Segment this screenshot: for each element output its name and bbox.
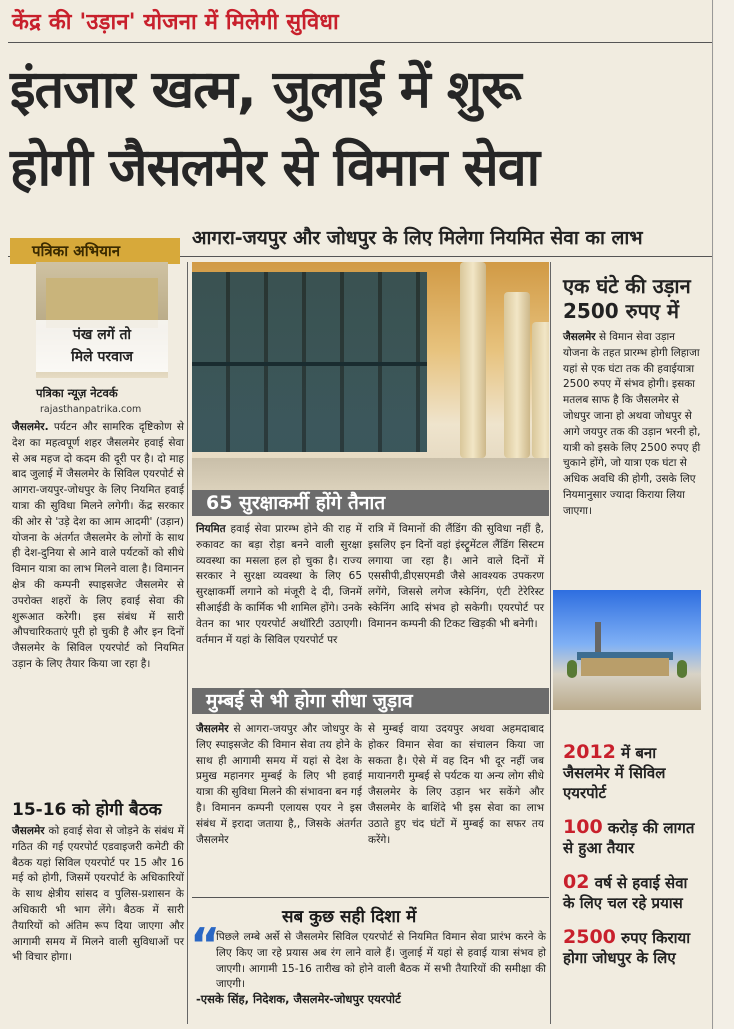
fare-sidebar bbox=[553, 262, 701, 520]
dateline-2: जैसलमेर bbox=[12, 825, 45, 837]
campaign-label: पत्रिका अभियान bbox=[10, 238, 180, 264]
headline-line-2: होगी जैसलमेर से विमान सेवा bbox=[10, 138, 540, 198]
facts-list bbox=[563, 742, 701, 968]
panel-caption bbox=[36, 320, 168, 372]
security-col-b-text: रात्रि में विमानों की लैंडिंग की सुविधा नहीं है, इसलिए इन दिनों वहां इंस्ट्रूमेंटल लैंडिंग सिस्टम लगाया जा रहा है। आने वाले दिनों में एससीपी,डीएसएमडी जैसे आवश्यक उपकरण लगेंगे, जिससे लगेज स्केनिंग, एंटी टेरेरिस्ट स्केनिंग आदि संभव हो सकेगी। एयरपोर्ट पर विमानन कम्पनी की टिकट खिड़की भी बनेगी। bbox=[368, 523, 544, 630]
mumbai-col-a bbox=[196, 722, 362, 848]
fare-text: से विमान सेवा उड़ान योजना के तहत प्रारम्भ होगी लिहाजा यहां से एक घंटा तक की हवाईयात्रा 2500 रुपए में संभव होगी। इसका मतलब साफ है कि जैसलमेर से जोधपुर जाना हो अथवा जोधपुर से आगे जयपुर तक की उड़ान भरनी हो, यात्री को इसके लिए 2500 रुपए ही चुकाने होंगे, जो यात्रा एक घंटा से अधिक अवधि की होगी, उसके लिए नियमानुसार ज्यादा किराया लिया जाएगा। bbox=[563, 331, 701, 517]
mumbai-col-b-text: से मुम्बई वाया उदयपुर अथवा अहमदाबाद होकर विमान सेवा का संचालन किया जा सकता है। ऐसे में वह दिन भी दूर नहीं जब मायानगरी मुम्बई से पर्यटक या अन्य लोग सीधे जैसलमेर के लिए उड़ान भर सकेंगे और जैसलमेर के बाशिंदे भी इस सेवा का लाभ उठाते हुए चंद घंटों में मुम्बई का सफर तय करेंगे। bbox=[368, 723, 544, 846]
top-rule bbox=[8, 42, 712, 43]
column-1-body-2 bbox=[12, 824, 184, 966]
quote-rule bbox=[192, 897, 549, 898]
fact-number: 02 bbox=[563, 871, 590, 893]
kicker-headline: केंद्र की 'उड़ान' योजना में मिलेगी सुविधा bbox=[12, 10, 339, 35]
pillar bbox=[532, 322, 549, 458]
mumbai-col-b bbox=[368, 722, 544, 848]
section-band-mumbai: मुम्बई से भी होगा सीधा जुड़ाव bbox=[192, 688, 549, 714]
adjacent-article-strip bbox=[714, 0, 734, 1029]
fact-item bbox=[563, 817, 701, 858]
airport-terminal-photo bbox=[192, 262, 549, 512]
panel-caption-line-2: मिले परवाज bbox=[71, 349, 133, 365]
security-lead: नियमित bbox=[196, 523, 226, 535]
quote-heading: सब कुछ सही दिशा में bbox=[282, 907, 417, 927]
column-1-body bbox=[12, 420, 184, 673]
fact-item bbox=[563, 872, 701, 913]
column-1-para-2: को हवाई सेवा से जोड़ने के संबंध में गठित की गई एयरपोर्ट एडवाइजरी कमेटी की बैठक यहां सिविल एयरपोर्ट पर 15 और 16 मई को होगी, जिसमें एयरपोर्ट के अधिकारियों के साथ क्षेत्रीय सांसद व पुलिस-प्रशासन के अधिकारी भी भाग लेंगे। बैठक में सारी तैयारियों को अंतिम रूप दिया जाएगा और आगामी समय में मिलने वाली सुविधाओं पर भी विचार होगा। bbox=[12, 825, 184, 964]
quote-text: पिछले लम्बे अर्से से जैसलमेर सिविल एयरपोर्ट से नियमित विमान सेवा प्रारंभ करने के लिए किए जा रहे प्रयास अब रंग लाने वाले हैं। जुलाई में यहां से हवाई यात्रा संभव हो जाएगी। आगामी 15-16 तारीख को होने वाली बैठक में सभी तैयारियों की समीक्षा की जाएगी। bbox=[216, 931, 546, 991]
terminal-building bbox=[581, 658, 669, 676]
fare-body bbox=[563, 330, 701, 520]
facade-beam bbox=[192, 362, 427, 366]
quote-mark-icon: “ bbox=[190, 918, 221, 972]
fact-number: 2012 bbox=[563, 741, 616, 763]
jaisalmer-building-photo bbox=[36, 262, 168, 378]
page-edge-divider bbox=[712, 0, 713, 1029]
mumbai-lead: जैसलमेर bbox=[196, 723, 229, 735]
fare-lead: जैसलमेर bbox=[563, 331, 596, 343]
mumbai-col-a-text: से आगरा-जयपुर और जोधपुर के लिए स्पाइसजेट की विमान सेवा तय होने के साथ ही आगामी समय में यहां से देश के प्रमुख महानगर मुम्बई के लिए भी हवाई यात्रा की सुविधा मिलने की संभावना बन गई है। विमानन कम्पनी एलायस एयर ने इस संबंध में इरादा जताया है,, जिसके अंतर्गत जैसलमेर bbox=[196, 723, 362, 846]
main-headline bbox=[10, 58, 710, 200]
fact-text: वर्ष से हवाई सेवा के लिए चल रहे प्रयास bbox=[563, 874, 688, 912]
quote-attribution: -एसके सिंह, निदेशक, जैसलमेर-जोधपुर एयरपोर्ट bbox=[196, 992, 401, 1006]
airport-exterior-photo bbox=[553, 590, 701, 710]
meeting-subhead: 15-16 को होगी बैठक bbox=[12, 800, 162, 820]
tree bbox=[677, 660, 687, 678]
section-band-security: 65 सुरक्षाकर्मी होंगे तैनात bbox=[192, 490, 549, 516]
website-url: rajasthanpatrika.com bbox=[40, 404, 142, 415]
deck-subheadline: आगरा-जयपुर और जोधपुर के लिए मिलेगा नियमित सेवा का लाभ bbox=[192, 227, 643, 249]
panel-caption-line-1: पंख लगें तो bbox=[72, 327, 132, 343]
column-1-para-1: पर्यटन और सामरिक दृष्टिकोण से देश का महत्वपूर्ण शहर जैसलमेर हवाई सेवा से अब महज दो कदम की दूरी पर है। दो माह बाद जुलाई में जैसलमेर के सिविल एयरपोर्ट से आगरा-जयपुर-जोधपुर के लिए नियमित हवाई यात्रा की सुविधा मिलने लगेगी। केंद्र सरकार की ओर से 'उड़े देश का आम आदमी' (उड़ान) योजना के अंतर्गत जैसलमेर के लोगों के साथ ही देश-दुनिया से आने वाले पर्यटकों को सीधे विमान यात्रा का लाभ मिलने वाला है। विमानन क्षेत्र की कम्पनी स्पाइसजेट जैसलमेर से उपरोक्त शहरों के लिए हवाई सेवा की शुरूआत करेगी। इस संबंध में सारी औपचारिकताएं पूरी हो चुकी है और इन दिनों जैसलमेर के सिविल एयरपोर्ट को नियमित उड़ान के लिए तैयार किया जा रहा है। bbox=[12, 421, 184, 670]
pillar bbox=[504, 292, 530, 458]
fact-text: रुपए किराया होगा जोधपुर के लिए bbox=[563, 929, 691, 967]
fare-heading: एक घंटे की उड़ान 2500 रुपए में bbox=[563, 274, 691, 323]
dateline: जैसलमेर. bbox=[12, 421, 49, 433]
column-divider-2 bbox=[550, 262, 551, 1024]
headline-line-1: इंतजार खत्म, जुलाई में शुरू bbox=[10, 60, 521, 120]
security-col-a-text: हवाई सेवा प्रारम्भ होने की राह में रुकावट का बड़ा रोड़ा बनने वाली सुरक्षा व्यवस्था का मसला हल हो चुका है। राज्य सरकार ने सुरक्षा व्यवस्था के लिए 65 सुरक्षाकर्मी लगाने को मंजूरी दे दी, जिनमें सीआईडी के कार्मिक भी शामिल होंगे। उनके वेतन का भार एयरपोर्ट अथॉरिटी उठाएगी। वर्तमान में यहां के सिविल एयरपोर्ट पर bbox=[196, 523, 363, 646]
tree bbox=[567, 660, 577, 678]
fact-text: में बना जैसलमेर में सिविल एयरपोर्ट bbox=[563, 744, 666, 802]
fact-text: करोड़ की लागत से हुआ तैयार bbox=[563, 819, 695, 857]
fact-item bbox=[563, 742, 701, 803]
fact-item bbox=[563, 927, 701, 968]
fact-number: 2500 bbox=[563, 926, 616, 948]
security-col-b bbox=[368, 522, 544, 633]
fact-number: 100 bbox=[563, 816, 603, 838]
byline: पत्रिका न्यूज़ नेटवर्क bbox=[36, 386, 118, 400]
security-col-a bbox=[196, 522, 362, 648]
column-divider-1 bbox=[187, 262, 188, 1024]
pillar bbox=[460, 262, 486, 458]
